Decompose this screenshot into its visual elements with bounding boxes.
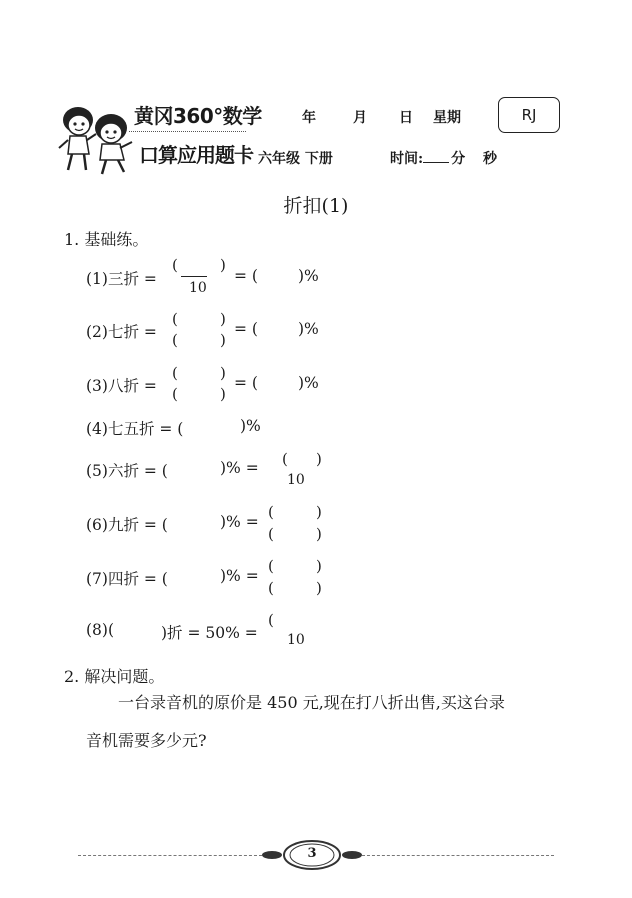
exercise-1-fraction-bar	[181, 276, 207, 277]
time-blank	[423, 150, 449, 163]
exercise-7-numerator-close: )	[316, 557, 322, 575]
exercise-2-equals: = (	[234, 320, 258, 338]
exercise-8-numerator-open: (	[268, 611, 274, 629]
date-week-label: 星期	[433, 110, 461, 126]
time-second-label: 秒	[483, 151, 497, 167]
exercise-5-label: (5)六折 = (	[86, 462, 168, 480]
section-2-heading: 2. 解决问题。	[64, 667, 165, 686]
exercise-3-label: (3)八折 =	[86, 377, 157, 395]
exercise-1-equals: = (	[234, 267, 258, 285]
exercise-1-label: (1)三折 =	[86, 270, 157, 288]
exercise-1-numerator-open: (	[172, 256, 178, 274]
exercise-7-percent: )% =	[220, 567, 259, 585]
exercise-5-percent: )% =	[220, 459, 259, 477]
exercise-3-denominator-open: (	[172, 385, 178, 403]
exercise-5-denominator: 10	[287, 472, 305, 488]
page-number: 3	[307, 846, 317, 861]
exercise-7-denominator-open: (	[268, 579, 274, 597]
brand-name: 黄冈360°数学	[134, 104, 262, 128]
exercise-1-denominator: 10	[189, 280, 207, 296]
brand-divider	[129, 131, 246, 132]
exercise-6-denominator-open: (	[268, 525, 274, 543]
time-minute-label: 分	[451, 151, 466, 167]
time-label: 时间:	[390, 151, 424, 167]
exercise-7-numerator-open: (	[268, 557, 274, 575]
exercise-3-equals: = (	[234, 374, 258, 392]
exercise-8-label: (8)(	[86, 621, 115, 639]
exercise-2-denominator-open: (	[172, 331, 178, 349]
exercise-2-numerator-close: )	[220, 310, 226, 328]
exercise-2-numerator-open: (	[172, 310, 178, 328]
exercise-4-percent: )%	[240, 417, 261, 435]
exercise-4-label: (4)七五折 = (	[86, 420, 184, 438]
exercise-6-label: (6)九折 = (	[86, 516, 168, 534]
exercise-6-numerator-open: (	[268, 503, 274, 521]
exercise-2-percent: )%	[298, 320, 319, 338]
exercise-7-label: (7)四折 = (	[86, 570, 168, 588]
section-1-heading: 1. 基础练。	[64, 230, 149, 249]
exercise-5-numerator-open: (	[282, 450, 288, 468]
footer-dashed-line-left	[78, 855, 262, 856]
date-day-label: 日	[399, 110, 413, 126]
exercise-1-numerator-close: )	[220, 256, 226, 274]
exercise-7-denominator-close: )	[316, 579, 322, 597]
date-month-label: 月	[353, 110, 367, 126]
exercise-6-numerator-close: )	[316, 503, 322, 521]
exercise-8-middle: )折 = 50% =	[161, 624, 258, 642]
exercise-2-label: (2)七折 =	[86, 323, 157, 341]
brand-subtitle: 口算应用题卡	[139, 143, 253, 167]
exercise-3-denominator-close: )	[220, 385, 226, 403]
exercise-3-percent: )%	[298, 374, 319, 392]
problem-line-1: 一台录音机的原价是 450 元,现在打八折出售,买这台录	[118, 693, 505, 712]
footer-dashed-line-right	[362, 855, 554, 856]
exercise-6-denominator-close: )	[316, 525, 322, 543]
exercise-6-percent: )% =	[220, 513, 259, 531]
exercise-1-percent: )%	[298, 267, 319, 285]
edition-badge: RJ	[498, 97, 560, 133]
exercise-5-numerator-close: )	[316, 450, 322, 468]
cartoon-kids-logo	[56, 98, 136, 176]
exercise-2-denominator-close: )	[220, 331, 226, 349]
exercise-3-numerator-open: (	[172, 364, 178, 382]
time-field	[390, 148, 465, 168]
page-title: 折扣(1)	[283, 195, 349, 217]
grade-label: 六年级 下册	[258, 151, 333, 167]
date-year-label: 年	[302, 110, 316, 126]
exercise-8-denominator: 10	[287, 632, 305, 648]
problem-line-2: 音机需要多少元?	[86, 731, 207, 750]
exercise-3-numerator-close: )	[220, 364, 226, 382]
